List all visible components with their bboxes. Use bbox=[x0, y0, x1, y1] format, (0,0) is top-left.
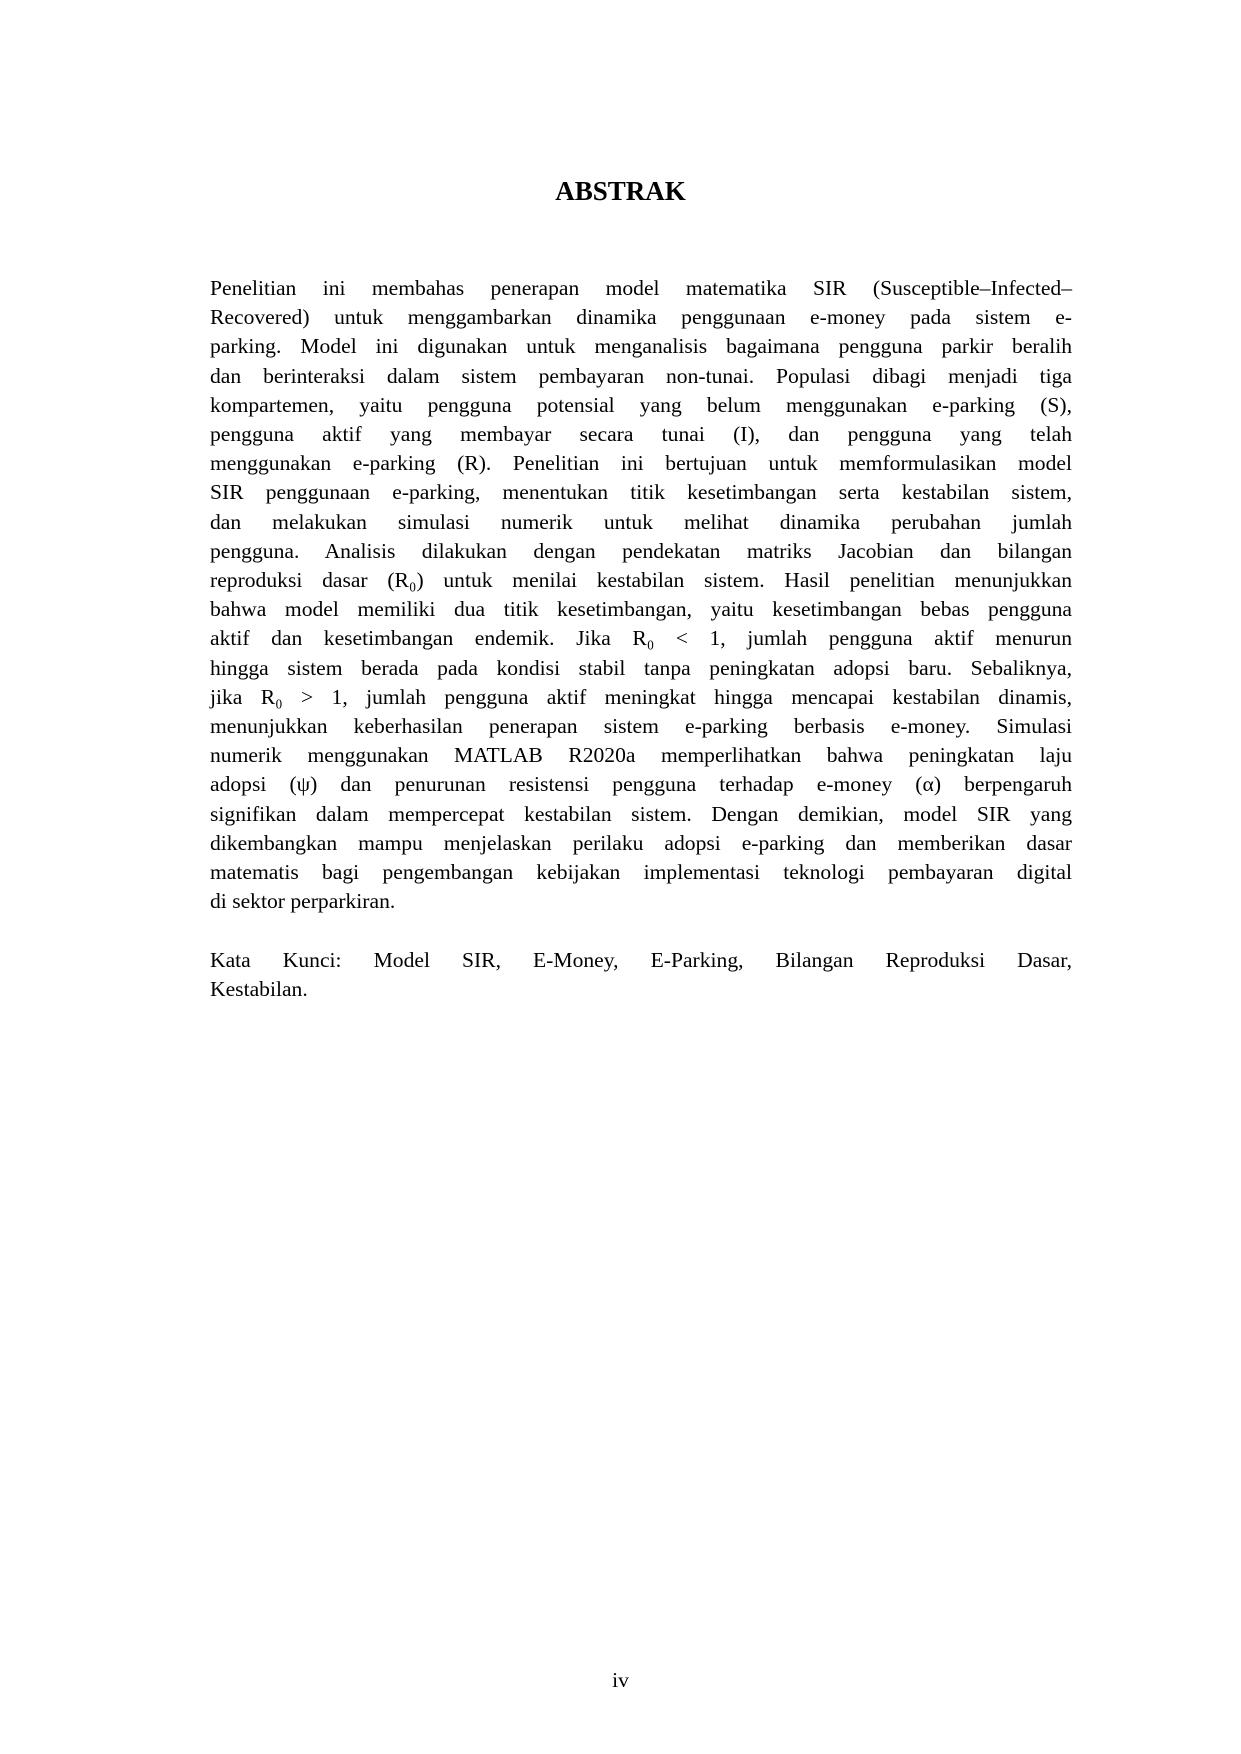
abstract-body bbox=[210, 274, 1072, 916]
abstract-line: matematis bagi pengembangan kebijakan implementasi teknologi pembayaran digital bbox=[210, 860, 1072, 885]
abstract-line: di sektor perparkiran. bbox=[210, 889, 396, 914]
abstract-line: parking. Model ini digunakan untuk menganalisis bagaimana pengguna parkir beralih bbox=[210, 334, 1072, 359]
page-title: ABSTRAK bbox=[555, 176, 686, 206]
abstract-line: signifikan dalam mempercepat kestabilan sistem. Dengan demikian, model SIR yang bbox=[210, 801, 1072, 826]
page-number: iv bbox=[612, 1668, 629, 1692]
abstract-line: menggunakan e-parking (R). Penelitian ini bertujuan untuk memformulasikan model bbox=[210, 451, 1072, 476]
abstract-line: bahwa model memiliki dua titik kesetimbangan, yaitu kesetimbangan bebas pengguna bbox=[210, 597, 1072, 622]
abstract-line: dan berinteraksi dalam sistem pembayaran non-tunai. Populasi dibagi menjadi tiga bbox=[210, 363, 1072, 388]
abstract-line: Recovered) untuk menggambarkan dinamika penggunaan e-money pada sistem e- bbox=[210, 305, 1072, 330]
abstract-line: dan melakukan simulasi numerik untuk melihat dinamika perubahan jumlah bbox=[210, 509, 1072, 534]
abstract-line: dikembangkan mampu menjelaskan perilaku adopsi e-parking dan memberikan dasar bbox=[210, 830, 1072, 855]
keywords-line: Kestabilan. bbox=[210, 977, 308, 1002]
abstract-line: aktif dan kesetimbangan endemik. Jika R₀ < 1, jumlah pengguna aktif menurun bbox=[210, 626, 1072, 651]
abstract-line: kompartemen, yaitu pengguna potensial yang belum menggunakan e-parking (S), bbox=[210, 392, 1072, 417]
abstract-line: SIR penggunaan e-parking, menentukan titik kesetimbangan serta kestabilan sistem, bbox=[210, 480, 1072, 505]
abstract-line: menunjukkan keberhasilan penerapan sistem e-parking berbasis e-money. Simulasi bbox=[210, 714, 1072, 739]
abstract-line: pengguna aktif yang membayar secara tunai (I), dan pengguna yang telah bbox=[210, 422, 1072, 447]
abstract-line: reproduksi dasar (R₀) untuk menilai kestabilan sistem. Hasil penelitian menunjukkan bbox=[210, 568, 1072, 593]
abstract-line: pengguna. Analisis dilakukan dengan pendekatan matriks Jacobian dan bilangan bbox=[210, 538, 1072, 563]
abstract-line: jika R₀ > 1, jumlah pengguna aktif meningkat hingga mencapai kestabilan dinamis, bbox=[210, 684, 1072, 709]
abstract-line: hingga sistem berada pada kondisi stabil tanpa peningkatan adopsi baru. Sebaliknya, bbox=[210, 655, 1072, 680]
keywords bbox=[210, 946, 1072, 1004]
abstract-line: numerik menggunakan MATLAB R2020a memperlihatkan bahwa peningkatan laju bbox=[210, 743, 1072, 768]
abstract-line: Penelitian ini membahas penerapan model matematika SIR (Susceptible–Infected– bbox=[210, 276, 1072, 300]
keywords-line: Kata Kunci: Model SIR, E-Money, E-Parking, Bilangan Reproduksi Dasar, bbox=[210, 948, 1072, 972]
abstract-line: adopsi (ψ) dan penurunan resistensi pengguna terhadap e-money (α) berpengaruh bbox=[210, 772, 1072, 797]
